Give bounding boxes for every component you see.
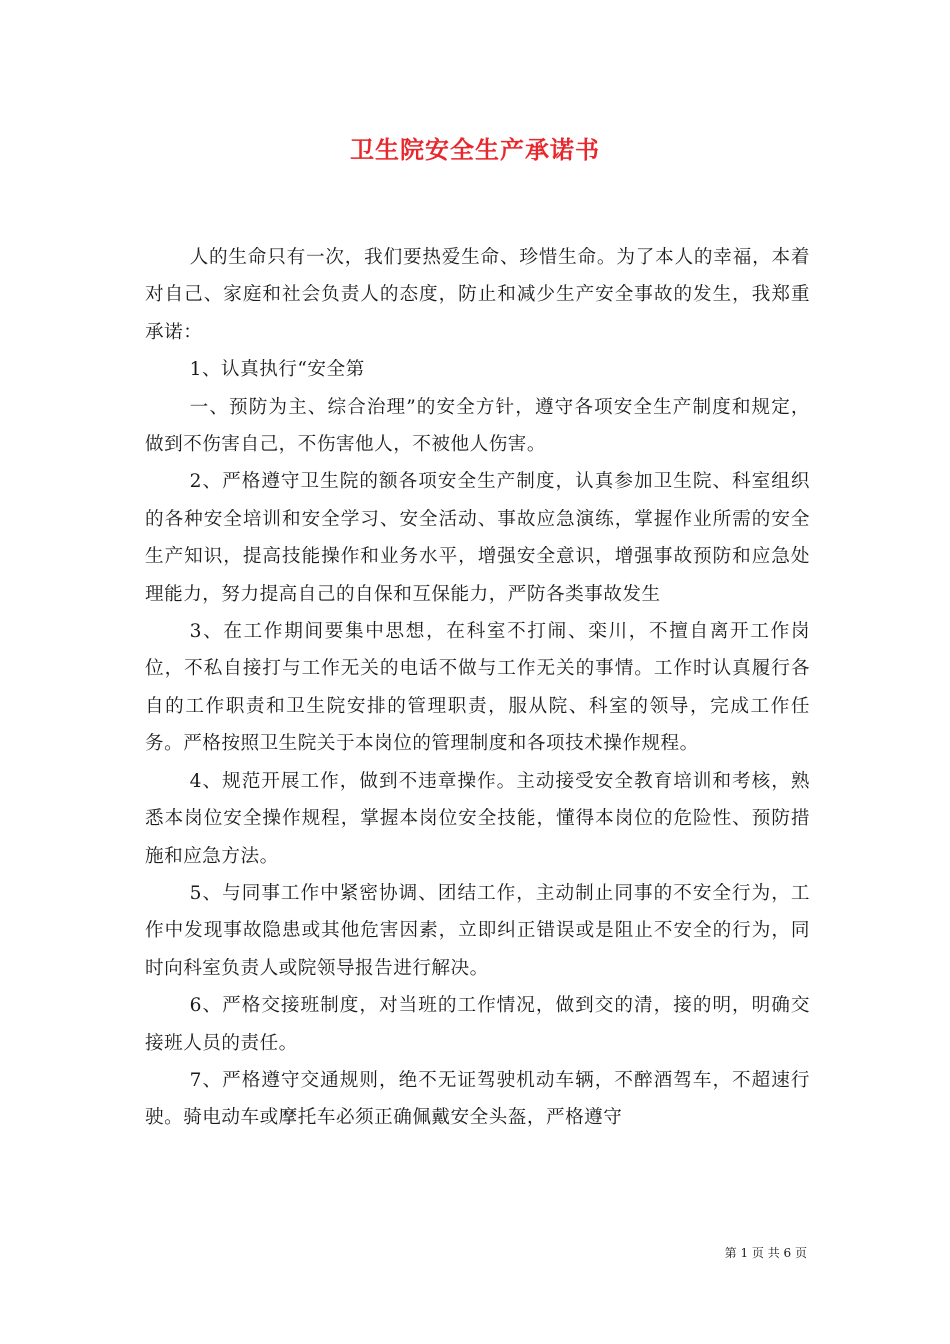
paragraph-item-7: 7、严格遵守交通规则，绝不无证驾驶机动车辆，不醉酒驾车，不超速行驶。骑电动车或摩托车必须正确佩戴安全头盔，严格遵守 xyxy=(145,1069,810,1129)
paragraph-intro: 人的生命只有一次，我们要热爱生命、珍惜生命。为了本人的幸福，本着对自己、家庭和社会负责人的态度，防止和减少生产安全事故的发生，我郑重承诺： xyxy=(145,247,810,343)
paragraph-item-2: 2、严格遵守卫生院的额各项安全生产制度，认真参加卫生院、科室组织的各种安全培训和安全学习、安全活动、事故应急演练，掌握作业所需的安全生产知识，提高技能操作和业务水平，增强安全意识，增强事故预防和应急处理能力，努力提高自己的自保和互保能力，严防各类事故发生 xyxy=(145,471,810,605)
paragraph-item-1-continued: 一、预防为主、综合治理”的安全方针，遵守各项安全生产制度和规定，做到不伤害自己，不伤害他人，不被他人伤害。 xyxy=(145,396,810,456)
paragraph-item-3: 3、在工作期间要集中思想，在科室不打闹、栾川，不擅自离开工作岗位，不私自接打与工作无关的电话不做与工作无关的事情。工作时认真履行各自的工作职责和卫生院安排的管理职责，服从院、科室的领导，完成工作任务。严格按照卫生院关于本岗位的管理制度和各项技术操作规程。 xyxy=(145,621,810,755)
paragraph-item-5: 5、与同事工作中紧密协调、团结工作，主动制止同事的不安全行为，工作中发现事故隐患或其他危害因素，立即纠正错误或是阻止不安全的行为，同时向科室负责人或院领导报告进行解决。 xyxy=(145,882,810,979)
paragraph-item-6: 6、严格交接班制度，对当班的工作情况，做到交的清，接的明，明确交接班人员的责任。 xyxy=(145,995,810,1054)
paragraph-item-1: 1、认真执行“安全第 xyxy=(189,359,365,381)
document-body xyxy=(145,239,810,1137)
paragraph-item-4: 4、规范开展工作，做到不违章操作。主动接受安全教育培训和考核，熟悉本岗位安全操作规程，掌握本岗位安全技能，懂得本岗位的危险性、预防措施和应急方法。 xyxy=(145,770,810,867)
document-title: 卫生院安全生产承诺书 xyxy=(350,135,600,164)
page-number: 第 1 页 共 6 页 xyxy=(724,1246,807,1260)
